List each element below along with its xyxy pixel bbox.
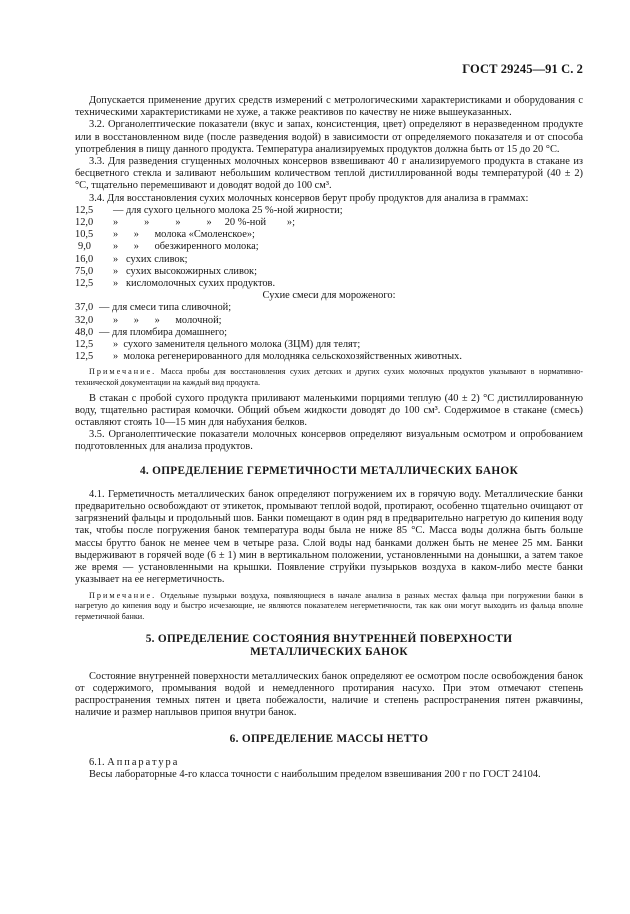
list-item (75, 351, 583, 363)
paragraph-6-1-text: Весы лабораторные 4-го класса точности с наибольшим пределом взвешивания 200 г по ГОСТ 24104. (89, 768, 541, 780)
dry-milk-list (75, 205, 583, 290)
clause-number: 6.1. (89, 756, 108, 768)
list-item (75, 254, 583, 266)
item-text: » кисломолочных сухих продуктов. (113, 278, 276, 290)
paragraph-3-2: 3.2. Органолептические показатели (вкус и запах, консистенция, цвет) определяют в неразведенном продукте или в восстановленном виде (после разведения водой) в зависимости от определяемого показателя и от способа употребления в пищу данного продукта. Температура анализируемых продуктов должна быть от 15 до 20 °С. (75, 119, 583, 155)
note-label: Примечание. (89, 590, 157, 600)
quantity: 16,0 (75, 253, 94, 265)
paragraph-4-1: 4.1. Герметичность металлических банок определяют погружением их в горячую воду. Металлические банки предварительно освобождают от этикеток, промывают теплой водой, протирают, особенно тщательно очищают от загрязнений фальцы и продольный шов. Банки помещают в один ряд в предварительно нагретую до кипения воду так, чтобы после погружения банок температура воды была не ниже 85 °С. Масса воды должна быть больше массы брутто банок не менее чем в четыре раза. Слой воды над банками должен быть не менее 25 мм. Банки выдерживают в горячей воде (6 ± 1) мин в вертикальном положении, установленными на донышки, а затем такое же время — установленными на крышки. Появление струйки пузырьков воздуха в каком-либо месте банки указывает на ее негерметичность. (75, 488, 583, 586)
section-6-heading: 6. ОПРЕДЕЛЕНИЕ МАССЫ НЕТТО (229, 732, 429, 745)
quantity: 32,0 (75, 314, 94, 326)
paragraph-intro: Допускается применение других средств измерений с метрологическими характеристиками и оборудования с техническими характеристиками не хуже, а также реактивов по качеству не ниже вышеуказанных. (75, 95, 583, 119)
paragraph-3-5: 3.5. Органолептические показатели молочных консервов определяют визуальным осмотром и опробованием подготовленных для анализа продуктов. (75, 429, 583, 453)
quantity: 9,0 (78, 241, 91, 253)
list-item (75, 266, 583, 278)
item-text: » сухого заменителя цельного молока (ЗЦМ) для телят; (113, 339, 361, 351)
item-text: » сухих высокожирных сливок; (113, 265, 257, 277)
item-text: » » молока «Смоленское»; (113, 229, 255, 241)
quantity: 12,0 (75, 217, 94, 229)
paragraph-3-3: 3.3. Для разведения сгущенных молочных консервов взвешивают 40 г анализируемого продукта в стакане из бесцветного стекла и заливают небольшим количеством теплой дистиллированной воды температурой (40 ± 2) °С, тщательно перемешивают и доводят водой до 100 см³. (75, 156, 583, 192)
note-1 (75, 367, 583, 388)
note-label: Примечание. (89, 367, 157, 377)
item-text: » » » молочной; (113, 314, 222, 326)
section-5-heading-line-2: МЕТАЛЛИЧЕСКИХ БАНОК (250, 646, 408, 659)
paragraph-6-1 (75, 757, 583, 769)
item-text: » молока регенерированного для молодняка сельскохозяйственных животных. (113, 351, 462, 363)
quantity: 75,0 (75, 265, 94, 277)
item-text: » сухих сливок; (113, 253, 188, 265)
note-text: Масса пробы для восстановления сухих детских и других сухих молочных продуктов указывают в нормативно-технической документации на каждый вид продукта. (75, 367, 583, 388)
quantity: 37,0 (75, 302, 94, 314)
quantity: 10,5 (75, 229, 94, 241)
clause-label: Аппаратура (107, 756, 180, 768)
quantity: 48,0 (75, 326, 94, 338)
list-item (75, 241, 583, 253)
quantity: 12,5 (75, 351, 94, 363)
list-item (75, 327, 583, 339)
paragraph-5: Состояние внутренней поверхности металлических банок определяют ее осмотром после освобождения банок от содержимого, промывания водой и немедленного протирания насухо. При этом отмечают степень распространения темных пятен и цвета побежалости, наличие и степень распространения пятен ржавчины, наличие и размер наплывов припоя внутри банок. (75, 670, 583, 719)
list-item (75, 339, 583, 351)
quantity: 12,5 (75, 278, 94, 290)
section-5-heading-line-1: 5. ОПРЕДЕЛЕНИЕ СОСТОЯНИЯ ВНУТРЕННЕЙ ПОВЕРХНОСТИ (145, 633, 513, 646)
list-item (75, 315, 583, 327)
paragraph-3-4: 3.4. Для восстановления сухих молочных консервов берут пробу продуктов для анализа в граммах: (89, 192, 529, 204)
list-item (75, 278, 583, 290)
list-item (75, 302, 583, 314)
list-item (75, 229, 583, 241)
item-text: » » » » 20 %-ной »; (113, 217, 295, 229)
quantity: 12,5 (75, 204, 94, 216)
document-header-code: ГОСТ 29245—91 С. 2 (462, 62, 583, 76)
list-item (75, 205, 583, 217)
quantity: 12,5 (75, 339, 94, 351)
icecream-subtitle: Сухие смеси для мороженого: (262, 290, 396, 302)
note-text: Отдельные пузырьки воздуха, появляющиеся в начале анализа в разных местах фальца при погружении банки в нагретую до кипения воду и быстро исчезающие, не являются показателем негерметичности, так как они могут выходить из фальца вполне герметичной банки. (75, 590, 583, 621)
section-4-heading: 4. ОПРЕДЕЛЕНИЕ ГЕРМЕТИЧНОСТИ МЕТАЛЛИЧЕСКИХ БАНОК (139, 464, 519, 477)
paragraph-cup: В стакан с пробой сухого продукта приливают маленькими порциями теплую (40 ± 2) °С дистиллированную воду, тщательно растирая комочки. Общий объем жидкости доводят до 100 см³. Содержимое в стакане (смесь) оставляют стоять 10—15 мин для набухания белков. (75, 392, 583, 429)
note-2 (75, 591, 583, 623)
item-text: — для пломбира домашнего; (99, 326, 228, 338)
icecream-list (75, 302, 583, 363)
list-item (75, 217, 583, 229)
item-text: » » обезжиренного молока; (113, 241, 259, 253)
document-body (75, 95, 583, 781)
item-text: — для смеси типа сливочной; (99, 302, 232, 314)
item-text: — для сухого цельного молока 25 %-ной жирности; (113, 204, 343, 216)
